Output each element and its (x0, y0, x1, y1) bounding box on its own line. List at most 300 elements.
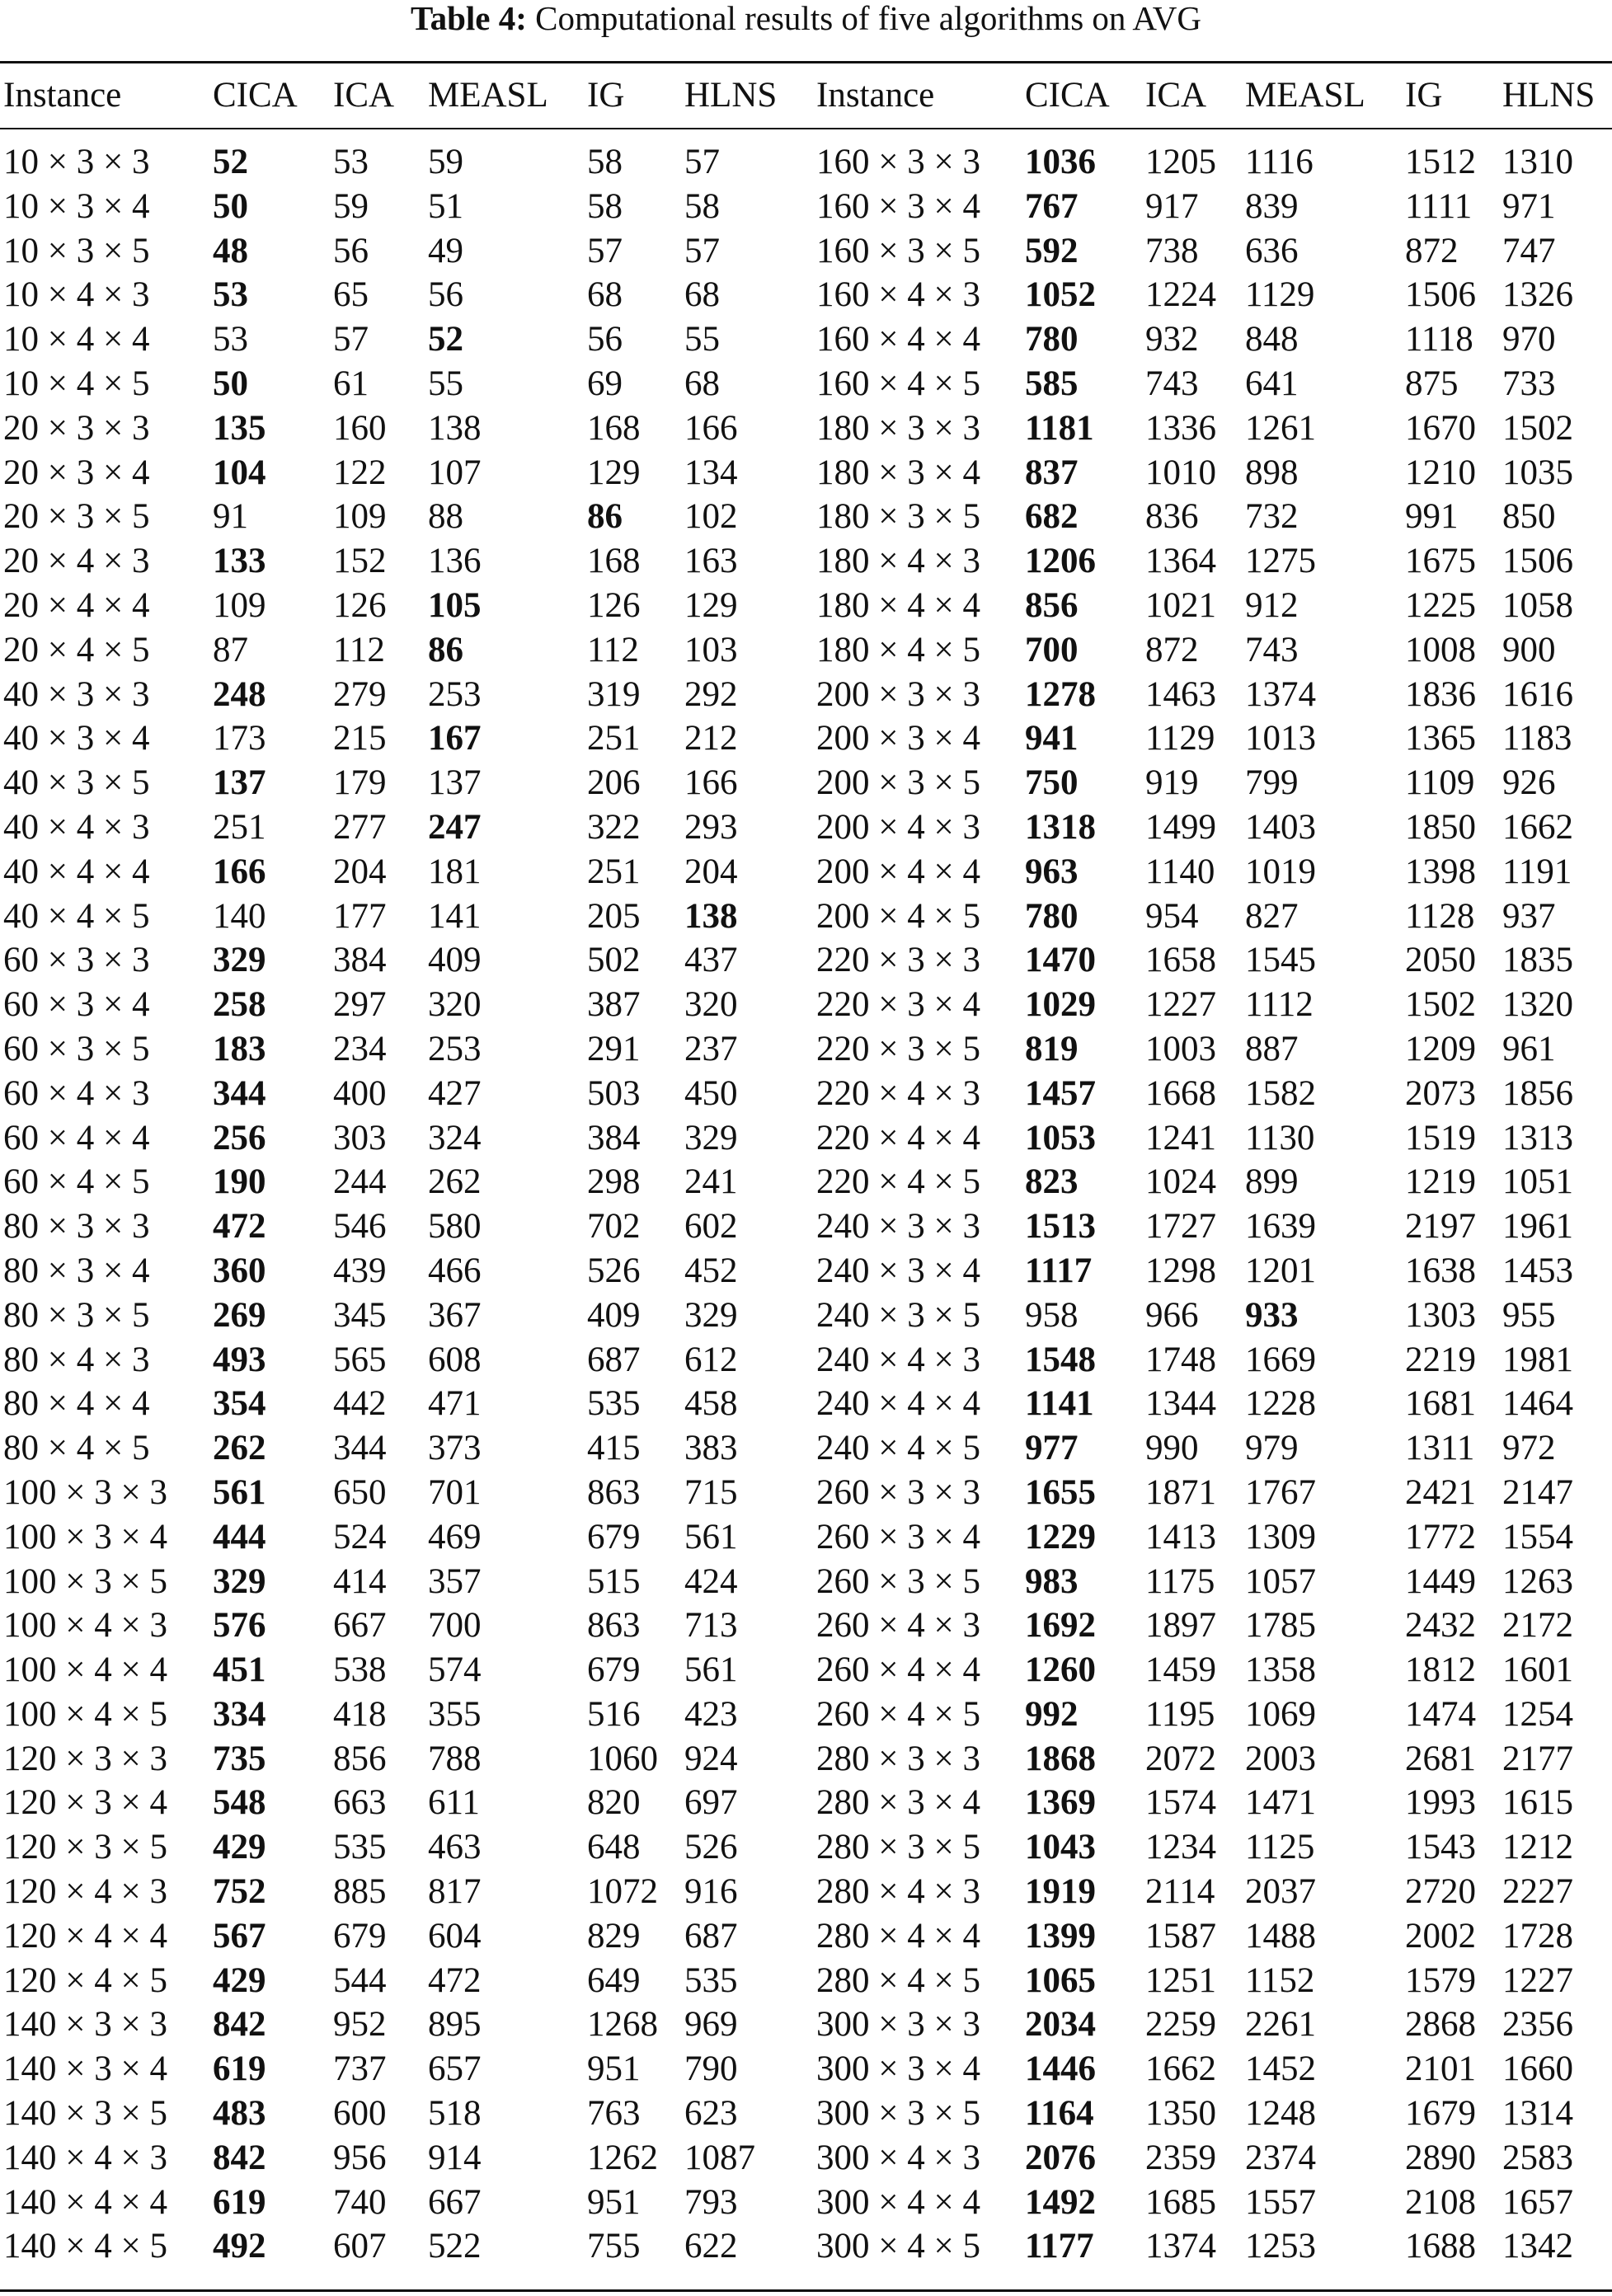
cica-value-cell: 1117 (1025, 1251, 1093, 1290)
ica-value-cell: 1658 (1145, 941, 1216, 980)
hlns-value-cell: 293 (684, 807, 738, 847)
instance-cell: 60 × 3 × 3 (3, 941, 150, 980)
cica-value-cell: 344 (213, 1073, 266, 1113)
instance-cell: 180 × 3 × 5 (816, 497, 981, 537)
measl-value-cell: 253 (428, 674, 482, 714)
ig-value-cell: 515 (587, 1561, 641, 1601)
table-row (0, 1781, 1612, 1825)
cica-value-cell: 53 (213, 275, 248, 315)
measl-value-cell: 1669 (1245, 1340, 1316, 1379)
ica-value-cell: 112 (333, 630, 385, 669)
measl-value-cell: 1374 (1245, 674, 1316, 714)
instance-cell: 200 × 3 × 3 (816, 674, 981, 714)
measl-value-cell: 1125 (1245, 1828, 1315, 1867)
hlns-value-cell: 1310 (1502, 143, 1573, 181)
cica-value-cell: 91 (213, 497, 248, 537)
cica-value-cell: 444 (213, 1517, 266, 1556)
hlns-value-cell: 1981 (1502, 1340, 1573, 1379)
measl-value-cell: 357 (428, 1561, 482, 1601)
ig-value-cell: 409 (587, 1295, 641, 1335)
hlns-value-cell: 1058 (1502, 585, 1573, 625)
table-row (0, 673, 1612, 717)
ica-value-cell: 1662 (1145, 2049, 1216, 2089)
ica-value-cell: 418 (333, 1694, 387, 1734)
measl-value-cell: 1248 (1245, 2094, 1316, 2134)
table-row (0, 2224, 1612, 2269)
ica-value-cell: 1344 (1145, 1384, 1216, 1424)
hlns-value-cell: 561 (684, 1517, 738, 1556)
ig-value-cell: 951 (587, 2182, 641, 2222)
measl-value-cell: 137 (428, 763, 482, 803)
measl-value-cell: 59 (428, 143, 463, 181)
measl-value-cell: 899 (1245, 1162, 1299, 1202)
instance-cell: 80 × 4 × 4 (3, 1384, 150, 1424)
cica-value-cell: 700 (1025, 630, 1079, 669)
measl-value-cell: 743 (1245, 630, 1299, 669)
ig-value-cell: 863 (587, 1606, 641, 1646)
ig-value-cell: 1543 (1405, 1828, 1476, 1867)
ig-value-cell: 112 (587, 630, 639, 669)
hlns-value-cell: 687 (684, 1916, 738, 1956)
instance-cell: 100 × 3 × 5 (3, 1561, 168, 1601)
measl-value-cell: 88 (428, 497, 463, 537)
hlns-value-cell: 383 (684, 1429, 738, 1468)
hlns-value-cell: 166 (684, 408, 738, 448)
table-caption (0, 0, 1612, 35)
ig-value-cell: 1993 (1405, 1783, 1476, 1823)
ica-value-cell: 740 (333, 2182, 387, 2222)
hlns-value-cell: 1835 (1502, 941, 1573, 980)
ig-value-cell: 206 (587, 763, 641, 803)
instance-cell: 220 × 3 × 4 (816, 985, 981, 1025)
table-row (0, 1603, 1612, 1648)
ica-value-cell: 1871 (1145, 1472, 1216, 1512)
ica-value-cell: 234 (333, 1029, 387, 1068)
measl-value-cell: 608 (428, 1340, 482, 1379)
ig-value-cell: 68 (587, 275, 623, 315)
table-row (0, 628, 1612, 673)
cica-value-cell: 360 (213, 1251, 266, 1290)
ica-value-cell: 667 (333, 1606, 387, 1646)
measl-value-cell: 1152 (1245, 1960, 1315, 2000)
instance-cell: 10 × 3 × 4 (3, 186, 150, 226)
ig-value-cell: 2073 (1405, 1073, 1476, 1113)
table-row (0, 1648, 1612, 1693)
ica-value-cell: 952 (333, 2005, 387, 2045)
cica-value-cell: 483 (213, 2094, 266, 2134)
cica-value-cell: 1053 (1025, 1118, 1096, 1157)
cica-value-cell: 429 (213, 1828, 266, 1867)
hlns-value-cell: 602 (684, 1207, 738, 1247)
measl-value-cell: 367 (428, 1295, 482, 1335)
instance-cell: 100 × 4 × 4 (3, 1650, 168, 1690)
ica-value-cell: 565 (333, 1340, 387, 1379)
ica-value-cell: 956 (333, 2138, 387, 2177)
ica-value-cell: 607 (333, 2227, 387, 2266)
measl-value-cell: 912 (1245, 585, 1299, 625)
measl-value-cell: 427 (428, 1073, 482, 1113)
cica-value-cell: 1318 (1025, 807, 1096, 847)
measl-value-cell: 574 (428, 1650, 482, 1690)
ig-value-cell: 2101 (1405, 2049, 1476, 2089)
cica-value-cell: 329 (213, 1561, 266, 1601)
ica-value-cell: 152 (333, 542, 387, 581)
ica-value-cell: 126 (333, 585, 387, 625)
measl-value-cell: 373 (428, 1429, 482, 1468)
hlns-value-cell: 733 (1502, 364, 1556, 403)
ig-value-cell: 2219 (1405, 1340, 1476, 1379)
table-row (0, 1116, 1612, 1161)
cica-value-cell: 1181 (1025, 408, 1094, 448)
table-row (0, 2092, 1612, 2136)
measl-value-cell: 1013 (1245, 719, 1316, 758)
instance-cell: 120 × 3 × 5 (3, 1828, 168, 1867)
cica-value-cell: 567 (213, 1916, 266, 1956)
ig-value-cell: 1675 (1405, 542, 1476, 581)
ig-value-cell: 205 (587, 896, 641, 936)
cica-value-cell: 1065 (1025, 1960, 1096, 2000)
instance-cell: 80 × 4 × 3 (3, 1340, 150, 1379)
instance-cell: 10 × 4 × 3 (3, 275, 150, 315)
instance-cell: 160 × 4 × 4 (816, 320, 981, 359)
table-caption-text: Computational results of five algorithms on AVG (535, 0, 1201, 37)
ica-value-cell: 1129 (1145, 719, 1215, 758)
hlns-value-cell: 102 (684, 497, 738, 537)
instance-cell: 60 × 4 × 5 (3, 1162, 150, 1202)
ig-value-cell: 387 (587, 985, 641, 1025)
cica-value-cell: 1206 (1025, 542, 1096, 581)
ig-value-cell: 516 (587, 1694, 641, 1734)
ig-value-cell: 503 (587, 1073, 641, 1113)
table-row (0, 983, 1612, 1027)
header-measl-left: MEASL (428, 76, 548, 115)
ig-value-cell: 526 (587, 1251, 641, 1290)
hlns-value-cell: 57 (684, 143, 720, 181)
ica-value-cell: 679 (333, 1916, 387, 1956)
cica-value-cell: 1492 (1025, 2182, 1096, 2222)
cica-value-cell: 52 (213, 143, 248, 181)
hlns-value-cell: 900 (1502, 630, 1556, 669)
hlns-value-cell: 68 (684, 275, 720, 315)
instance-cell: 280 × 4 × 4 (816, 1916, 981, 1956)
measl-value-cell: 636 (1245, 231, 1299, 270)
cica-value-cell: 258 (213, 985, 266, 1025)
instance-cell: 140 × 3 × 3 (3, 2005, 168, 2045)
ica-value-cell: 885 (333, 1872, 387, 1912)
cica-value-cell: 1470 (1025, 941, 1096, 980)
ig-value-cell: 1688 (1405, 2227, 1476, 2266)
ica-value-cell: 1336 (1145, 408, 1216, 448)
measl-value-cell: 1545 (1245, 941, 1316, 980)
instance-cell: 300 × 4 × 5 (816, 2227, 981, 2266)
hlns-value-cell: 969 (684, 2005, 738, 2045)
cica-value-cell: 1141 (1025, 1384, 1094, 1424)
table-row (0, 1825, 1612, 1870)
ica-value-cell: 743 (1145, 364, 1199, 403)
ica-value-cell: 215 (333, 719, 387, 758)
ica-value-cell: 57 (333, 320, 369, 359)
ica-value-cell: 279 (333, 674, 387, 714)
ica-value-cell: 53 (333, 143, 369, 181)
ig-value-cell: 1311 (1405, 1429, 1475, 1468)
hlns-value-cell: 916 (684, 1872, 738, 1912)
hlns-value-cell: 1227 (1502, 1960, 1573, 2000)
ig-value-cell: 2002 (1405, 1916, 1476, 1956)
hlns-value-cell: 452 (684, 1251, 738, 1290)
ig-value-cell: 991 (1405, 497, 1459, 537)
measl-value-cell: 1488 (1245, 1916, 1316, 1956)
ig-value-cell: 86 (587, 497, 623, 537)
ica-value-cell: 1241 (1145, 1118, 1216, 1157)
instance-cell: 140 × 4 × 3 (3, 2138, 168, 2177)
cica-value-cell: 1692 (1025, 1606, 1096, 1646)
ig-value-cell: 1772 (1405, 1517, 1476, 1556)
cica-value-cell: 780 (1025, 320, 1079, 359)
cica-value-cell: 1369 (1025, 1783, 1096, 1823)
ig-value-cell: 1670 (1405, 408, 1476, 448)
ig-value-cell: 755 (587, 2227, 641, 2266)
measl-value-cell: 253 (428, 1029, 482, 1068)
ig-value-cell: 2720 (1405, 1872, 1476, 1912)
measl-value-cell: 1452 (1245, 2049, 1316, 2089)
ica-value-cell: 1021 (1145, 585, 1216, 625)
ig-value-cell: 1111 (1405, 186, 1473, 226)
measl-value-cell: 2003 (1245, 1739, 1316, 1778)
measl-value-cell: 472 (428, 1960, 482, 2000)
instance-cell: 260 × 4 × 3 (816, 1606, 981, 1646)
cica-value-cell: 135 (213, 408, 266, 448)
instance-cell: 280 × 3 × 3 (816, 1739, 981, 1778)
ica-value-cell: 65 (333, 275, 369, 315)
ig-value-cell: 502 (587, 941, 641, 980)
hlns-value-cell: 926 (1502, 763, 1556, 803)
ica-value-cell: 738 (1145, 231, 1199, 270)
hlns-value-cell: 292 (684, 674, 738, 714)
ig-value-cell: 829 (587, 1916, 641, 1956)
table-header-row (0, 63, 1612, 128)
measl-value-cell: 52 (428, 320, 463, 359)
hlns-value-cell: 423 (684, 1694, 738, 1734)
ica-value-cell: 1413 (1145, 1517, 1216, 1556)
table-row (0, 317, 1612, 362)
cica-value-cell: 823 (1025, 1162, 1079, 1202)
ig-value-cell: 872 (1405, 231, 1459, 270)
hlns-value-cell: 138 (684, 896, 738, 936)
hlns-value-cell: 458 (684, 1384, 738, 1424)
measl-value-cell: 895 (428, 2005, 482, 2045)
hlns-value-cell: 241 (684, 1162, 738, 1202)
hlns-value-cell: 329 (684, 1118, 738, 1157)
hlns-value-cell: 1615 (1502, 1783, 1573, 1823)
hlns-value-cell: 166 (684, 763, 738, 803)
table-row (0, 1914, 1612, 1959)
measl-value-cell: 471 (428, 1384, 482, 1424)
instance-cell: 40 × 3 × 5 (3, 763, 150, 803)
cica-value-cell: 548 (213, 1783, 266, 1823)
hlns-value-cell: 972 (1502, 1429, 1556, 1468)
hlns-value-cell: 57 (684, 231, 720, 270)
cica-value-cell: 592 (1025, 231, 1079, 270)
instance-cell: 280 × 3 × 4 (816, 1783, 981, 1823)
ig-value-cell: 1210 (1405, 453, 1476, 492)
table-row (0, 1471, 1612, 1515)
ig-value-cell: 129 (587, 453, 641, 492)
measl-value-cell: 49 (428, 231, 463, 270)
cica-value-cell: 963 (1025, 852, 1079, 891)
table-row (0, 1870, 1612, 1914)
hlns-value-cell: 790 (684, 2049, 738, 2089)
hlns-value-cell: 955 (1502, 1295, 1556, 1335)
header-cica-left: CICA (213, 76, 298, 115)
table-row (0, 273, 1612, 317)
ig-value-cell: 2681 (1405, 1739, 1476, 1778)
instance-cell: 160 × 3 × 3 (816, 143, 981, 181)
cica-value-cell: 1229 (1025, 1517, 1096, 1556)
ica-value-cell: 414 (333, 1561, 387, 1601)
instance-cell: 300 × 4 × 4 (816, 2182, 981, 2222)
measl-value-cell: 51 (428, 186, 463, 226)
table-row (0, 850, 1612, 894)
measl-value-cell: 1228 (1245, 1384, 1316, 1424)
ig-value-cell: 1262 (587, 2138, 658, 2177)
cica-value-cell: 750 (1025, 763, 1079, 803)
cica-value-cell: 109 (213, 585, 266, 625)
ica-value-cell: 1251 (1145, 1960, 1216, 2000)
hlns-value-cell: 1051 (1502, 1162, 1573, 1202)
cica-value-cell: 735 (213, 1739, 266, 1778)
hlns-value-cell: 1087 (684, 2138, 755, 2177)
hlns-value-cell: 212 (684, 719, 738, 758)
instance-cell: 140 × 4 × 5 (3, 2227, 168, 2266)
ig-value-cell: 1812 (1405, 1650, 1476, 1690)
ig-value-cell: 58 (587, 143, 623, 181)
hlns-value-cell: 747 (1502, 231, 1556, 270)
ig-value-cell: 1681 (1405, 1384, 1476, 1424)
ig-value-cell: 251 (587, 719, 641, 758)
header-instance-left: Instance (3, 76, 122, 115)
cica-value-cell: 2034 (1025, 2005, 1096, 2045)
ig-value-cell: 1850 (1405, 807, 1476, 847)
hlns-value-cell: 1502 (1502, 408, 1573, 448)
table-row (0, 406, 1612, 451)
measl-value-cell: 522 (428, 2227, 482, 2266)
header-ig-left: IG (587, 76, 625, 115)
instance-cell: 100 × 4 × 3 (3, 1606, 168, 1646)
ica-value-cell: 1024 (1145, 1162, 1216, 1202)
table-row (0, 1027, 1612, 1072)
ica-value-cell: 524 (333, 1517, 387, 1556)
cica-value-cell: 1052 (1025, 275, 1096, 315)
measl-value-cell: 2374 (1245, 2138, 1316, 2177)
hlns-value-cell: 622 (684, 2227, 738, 2266)
cica-value-cell: 585 (1025, 364, 1079, 403)
hlns-value-cell: 1191 (1502, 852, 1572, 891)
hlns-value-cell: 204 (684, 852, 738, 891)
ica-value-cell: 2259 (1145, 2005, 1216, 2045)
ig-value-cell: 687 (587, 1340, 641, 1379)
measl-value-cell: 466 (428, 1251, 482, 1290)
cica-value-cell: 576 (213, 1606, 266, 1646)
cica-value-cell: 992 (1025, 1694, 1079, 1734)
cica-value-cell: 780 (1025, 896, 1079, 936)
hlns-value-cell: 437 (684, 941, 738, 980)
ig-value-cell: 322 (587, 807, 641, 847)
ica-value-cell: 836 (1145, 497, 1199, 537)
table-bottom-rule (0, 2289, 1612, 2292)
measl-value-cell: 105 (428, 585, 482, 625)
hlns-value-cell: 320 (684, 985, 738, 1025)
measl-value-cell: 107 (428, 453, 482, 492)
cica-value-cell: 190 (213, 1162, 266, 1202)
measl-value-cell: 1253 (1245, 2227, 1316, 2266)
instance-cell: 160 × 4 × 3 (816, 275, 981, 315)
measl-value-cell: 518 (428, 2094, 482, 2134)
measl-value-cell: 181 (428, 852, 482, 891)
cica-value-cell: 561 (213, 1472, 266, 1512)
ica-value-cell: 1748 (1145, 1340, 1216, 1379)
measl-value-cell: 700 (428, 1606, 482, 1646)
hlns-value-cell: 1342 (1502, 2227, 1573, 2266)
table-row (0, 2003, 1612, 2047)
instance-cell: 200 × 3 × 4 (816, 719, 981, 758)
table-row (0, 1249, 1612, 1294)
ica-value-cell: 244 (333, 1162, 387, 1202)
ig-value-cell: 1303 (1405, 1295, 1476, 1335)
hlns-value-cell: 612 (684, 1340, 738, 1379)
measl-value-cell: 1471 (1245, 1783, 1316, 1823)
instance-cell: 240 × 4 × 3 (816, 1340, 981, 1379)
ig-value-cell: 69 (587, 364, 623, 403)
hlns-value-cell: 1035 (1502, 453, 1573, 492)
hlns-value-cell: 535 (684, 1960, 738, 2000)
ica-value-cell: 204 (333, 852, 387, 891)
hlns-value-cell: 134 (684, 453, 738, 492)
measl-value-cell: 1129 (1245, 275, 1315, 315)
ica-value-cell: 122 (333, 453, 387, 492)
hlns-value-cell: 1263 (1502, 1561, 1573, 1601)
table-row (0, 1693, 1612, 1737)
table-row (0, 451, 1612, 495)
instance-cell: 300 × 3 × 3 (816, 2005, 981, 2045)
table-row (0, 1382, 1612, 1426)
instance-cell: 180 × 3 × 4 (816, 453, 981, 492)
hlns-value-cell: 526 (684, 1828, 738, 1867)
ica-value-cell: 1897 (1145, 1606, 1216, 1646)
measl-value-cell: 667 (428, 2182, 482, 2222)
cica-value-cell: 1457 (1025, 1073, 1096, 1113)
header-instance-right: Instance (816, 76, 935, 115)
table-row (0, 584, 1612, 628)
measl-value-cell: 732 (1245, 497, 1299, 537)
measl-value-cell: 933 (1245, 1295, 1299, 1335)
ica-value-cell: 663 (333, 1783, 387, 1823)
table-row (0, 140, 1612, 185)
ica-value-cell: 990 (1145, 1429, 1199, 1468)
ig-value-cell: 648 (587, 1828, 641, 1867)
cica-value-cell: 183 (213, 1029, 266, 1068)
measl-value-cell: 701 (428, 1472, 482, 1512)
ica-value-cell: 1227 (1145, 985, 1216, 1025)
measl-value-cell: 320 (428, 985, 482, 1025)
measl-value-cell: 136 (428, 542, 482, 581)
measl-value-cell: 641 (1245, 364, 1299, 403)
cica-value-cell: 262 (213, 1429, 266, 1468)
cica-value-cell: 104 (213, 453, 266, 492)
instance-cell: 160 × 3 × 4 (816, 186, 981, 226)
measl-value-cell: 914 (428, 2138, 482, 2177)
hlns-value-cell: 1313 (1502, 1118, 1573, 1157)
ica-value-cell: 1587 (1145, 1916, 1216, 1956)
